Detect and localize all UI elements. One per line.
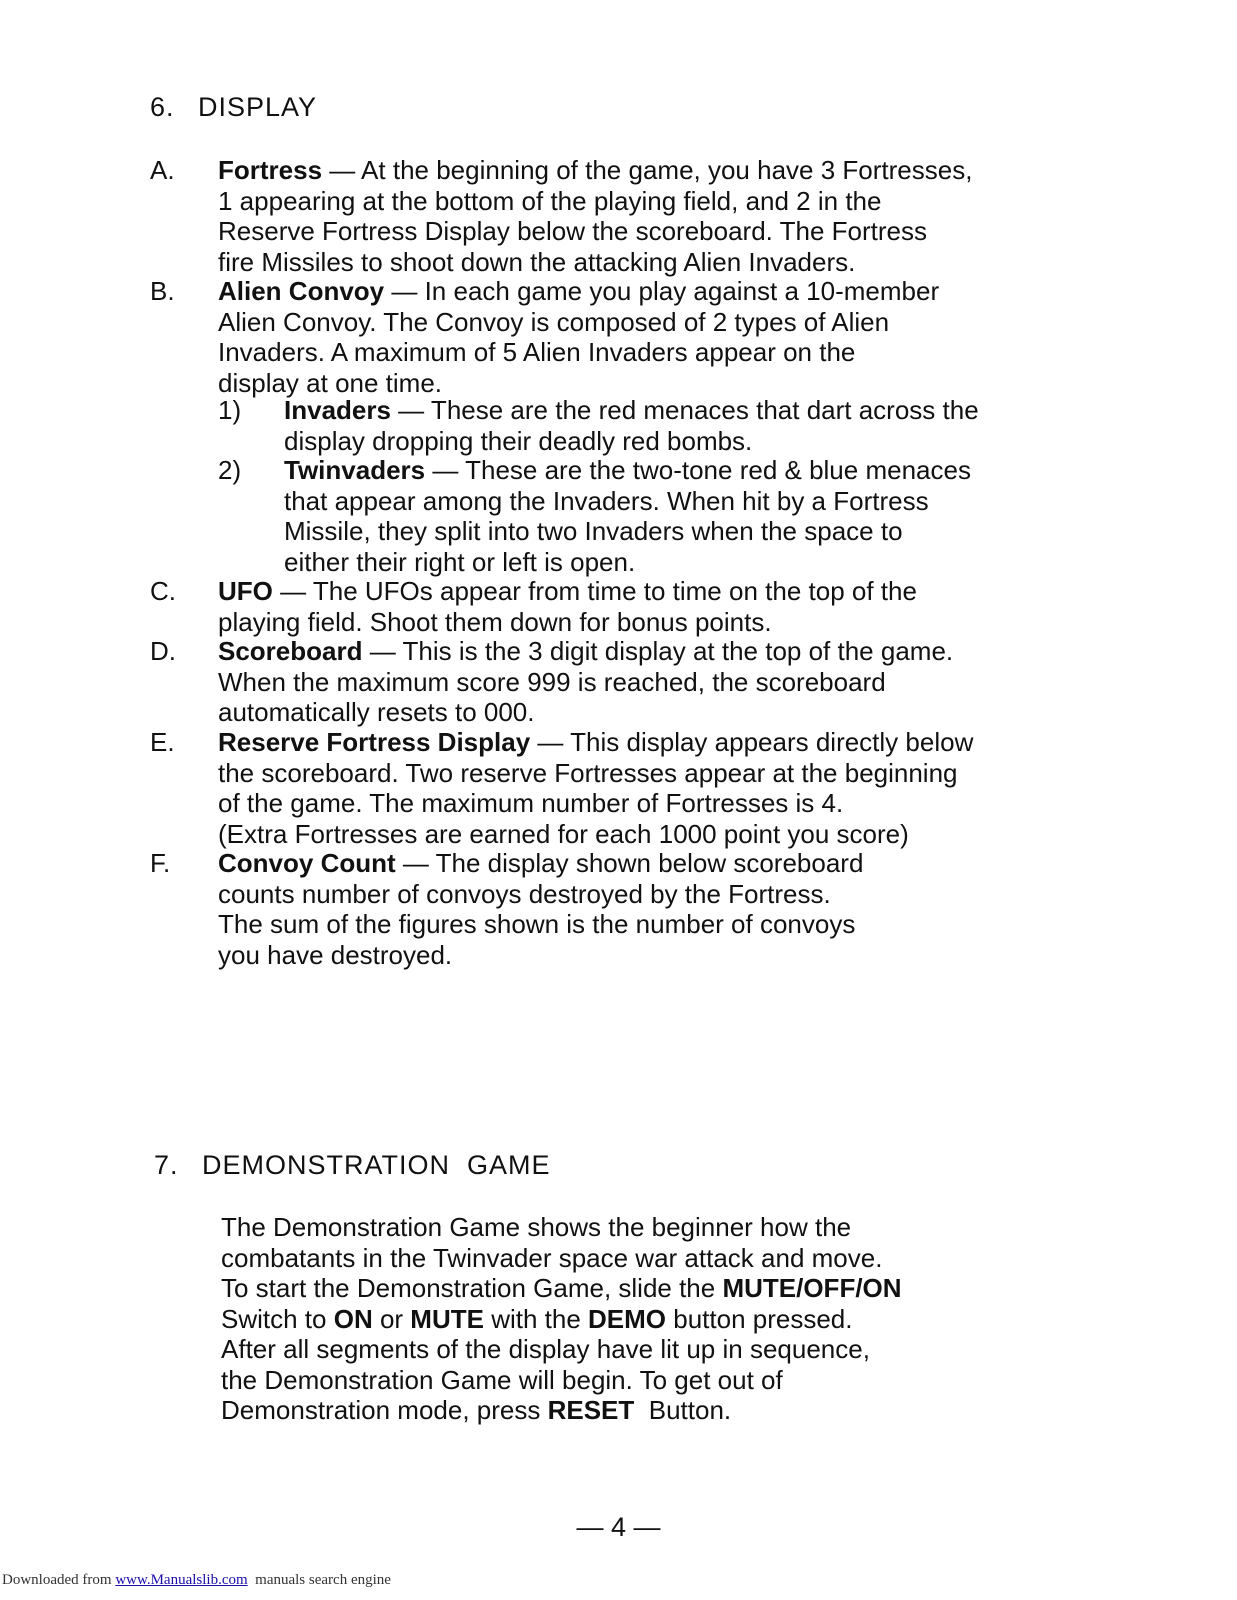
item-line: automatically resets to 000. (218, 697, 535, 727)
subitem-body (284, 395, 1044, 456)
subitem-line: either their right or left is open. (284, 546, 636, 577)
section-7-heading (154, 1150, 551, 1181)
switch-position-on: ON (333, 1303, 373, 1334)
item-body (218, 848, 1068, 970)
item-letter: E. (150, 727, 175, 757)
item-line (218, 727, 1068, 758)
reset-button-name: RESET (547, 1395, 635, 1425)
manualslib-link[interactable]: www.Manualslib.com (115, 1572, 248, 1588)
item-body (218, 636, 1068, 728)
item-body (218, 155, 1068, 277)
item-text: — In each game you play against a 10-member (384, 276, 940, 306)
section-title: DEMONSTRATION GAME (202, 1150, 551, 1180)
subitem-term: Twinvaders (284, 455, 426, 485)
footer-prefix: Downloaded from (2, 1572, 116, 1588)
item-term: UFO (218, 576, 273, 606)
item-body (218, 576, 1068, 637)
text-run: To start the Demonstration Game, slide the (221, 1273, 723, 1303)
item-term: Convoy Count (218, 848, 396, 878)
item-text: — This display appears directly below (530, 727, 974, 757)
section-number: 6. (150, 92, 175, 122)
footer-suffix: manuals search engine (247, 1572, 391, 1588)
item-line (218, 576, 1068, 607)
subitem-number: 1) (218, 395, 242, 425)
item-line: (Extra Fortresses are earned for each 1000 point you score) (218, 818, 909, 849)
subitem-line: that appear among the Invaders. When hit by a Fortress (284, 485, 929, 516)
subitem-line: Missile, they split into two Invaders when the space to (284, 516, 903, 546)
item-line: Alien Convoy. The Convoy is composed of 2 types of Alien (218, 306, 890, 337)
section-number: 7. (154, 1150, 179, 1180)
download-footer (2, 1572, 391, 1589)
item-line (218, 276, 1068, 307)
page-number: — 4 — (576, 1512, 661, 1542)
subitem-line: display dropping their deadly red bombs. (284, 425, 753, 456)
subitem-body (284, 455, 1044, 577)
text-run: Demonstration mode, press (221, 1395, 548, 1425)
subitem-term: Invaders (284, 395, 391, 425)
item-line: When the maximum score 999 is reached, the scoreboard (218, 666, 886, 697)
paragraph-line (221, 1304, 1041, 1335)
item-line: 1 appearing at the bottom of the playing field, and 2 in the (218, 185, 882, 216)
item-line (218, 848, 1068, 879)
item-line: fire Missiles to shoot down the attacking Alien Invaders. (218, 246, 856, 277)
demonstration-paragraph (221, 1212, 1041, 1426)
section-6-heading (150, 92, 317, 123)
paragraph-line (221, 1395, 1041, 1426)
demo-button-name: DEMO (588, 1303, 667, 1334)
item-line: of the game. The maximum number of Fortresses is 4. (218, 788, 844, 818)
paragraph-line: The Demonstration Game shows the beginner how the (221, 1212, 852, 1242)
item-line: display at one time. (218, 367, 443, 398)
item-letter: B. (150, 276, 175, 306)
item-text: — The display shown below scoreboard (395, 848, 864, 878)
item-line: Invaders. A maximum of 5 Alien Invaders appear on the (218, 337, 856, 367)
item-line (218, 155, 1068, 186)
text-run: with the (483, 1303, 589, 1334)
item-body (218, 727, 1068, 849)
subitem-line (284, 455, 1044, 486)
subitem-text: — These are the two-tone red & blue menaces (425, 455, 971, 485)
item-letter: A. (150, 155, 175, 185)
item-line (218, 636, 1068, 667)
paragraph-line: the Demonstration Game will begin. To get out of (221, 1364, 783, 1395)
item-letter: C. (150, 576, 176, 606)
item-line: you have destroyed. (218, 939, 453, 970)
item-line: counts number of convoys destroyed by the Fortress. (218, 878, 831, 909)
item-letter: F. (150, 848, 171, 878)
item-text: — The UFOs appear from time to time on the top of the (272, 576, 917, 606)
switch-name: MUTE/OFF/ON (722, 1273, 902, 1303)
item-term: Fortress (218, 155, 323, 185)
item-body (218, 276, 1068, 398)
text-run: Switch to (221, 1303, 334, 1334)
text-run: button pressed. (666, 1303, 853, 1334)
paragraph-line: After all segments of the display have lit up in sequence, (221, 1334, 870, 1364)
item-text: — This is the 3 digit display at the top of the game. (362, 636, 954, 666)
subitem-number: 2) (218, 455, 242, 485)
text-run: or (372, 1303, 411, 1334)
item-line: playing field. Shoot them down for bonus points. (218, 606, 772, 637)
text-run: Button. (634, 1395, 732, 1425)
item-text: — At the beginning of the game, you have 3 Fortresses, (322, 155, 973, 185)
switch-position-mute: MUTE (410, 1303, 484, 1334)
paragraph-line: combatants in the Twinvader space war attack and move. (221, 1242, 883, 1273)
item-term: Reserve Fortress Display (218, 727, 531, 757)
section-title: DISPLAY (198, 92, 318, 122)
subitem-text: — These are the red menaces that dart across the (390, 395, 979, 425)
item-term: Alien Convoy (218, 276, 385, 306)
item-term: Scoreboard (218, 636, 363, 666)
item-line: the scoreboard. Two reserve Fortresses appear at the beginning (218, 757, 958, 788)
subitem-line (284, 395, 1044, 426)
item-letter: D. (150, 636, 176, 666)
item-line: Reserve Fortress Display below the scoreboard. The Fortress (218, 216, 928, 246)
item-line: The sum of the figures shown is the number of convoys (218, 909, 856, 939)
paragraph-line (221, 1273, 1041, 1304)
